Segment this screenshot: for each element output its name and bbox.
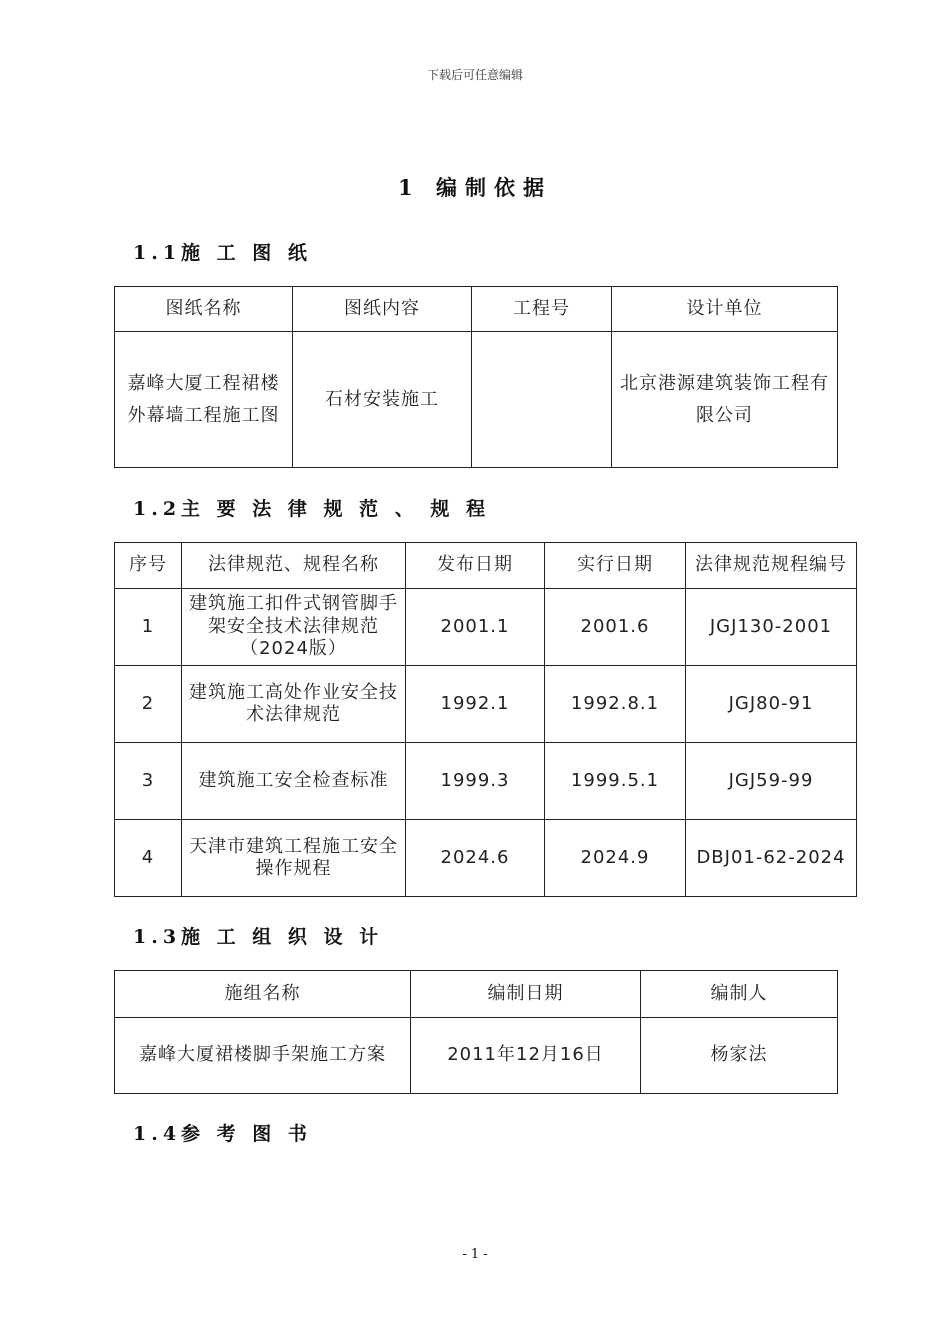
table-cell: 建筑施工扣件式钢管脚手架安全技术法律规范（2024版） — [182, 589, 406, 666]
table-cell: 2001.6 — [545, 589, 686, 666]
header-cell: 发布日期 — [406, 543, 545, 589]
table-cell: JGJ80-91 — [686, 666, 857, 743]
drawings-table — [114, 286, 838, 468]
table-row — [115, 743, 857, 820]
table-cell: 2011年12月16日 — [411, 1018, 641, 1094]
table-cell: 1 — [115, 589, 182, 666]
table-cell: 石材安装施工 — [293, 332, 472, 468]
header-cell: 编制日期 — [411, 971, 641, 1018]
table-cell: DBJ01-62-2024 — [686, 820, 857, 897]
table-header-row — [115, 543, 857, 589]
header-cell: 编制人 — [641, 971, 838, 1018]
table-header-row — [115, 287, 838, 332]
table-cell: 1992.8.1 — [545, 666, 686, 743]
table-cell: 北京港源建筑装饰工程有限公司 — [612, 332, 838, 468]
table-cell: 1992.1 — [406, 666, 545, 743]
document-title: 1 编制依据 — [398, 175, 552, 200]
table-cell: 嘉峰大厦工程裙楼外幕墙工程施工图 — [115, 332, 293, 468]
table-cell: 天津市建筑工程施工安全操作规程 — [182, 820, 406, 897]
page-number: - 1 - — [462, 1247, 488, 1262]
table-cell: 4 — [115, 820, 182, 897]
table-cell: 2001.1 — [406, 589, 545, 666]
header-cell: 图纸内容 — [293, 287, 472, 332]
header-cell: 施组名称 — [115, 971, 411, 1018]
construction-design-table — [114, 970, 838, 1094]
section-heading-regulations: 1.2主 要 法 律 规 范 、 规 程 — [133, 498, 490, 520]
header-cell: 序号 — [115, 543, 182, 589]
section-heading-drawings: 1.1施 工 图 纸 — [133, 242, 312, 264]
table-cell: 2024.9 — [545, 820, 686, 897]
regulations-table — [114, 542, 857, 897]
table-cell: 建筑施工安全检查标准 — [182, 743, 406, 820]
page-header: 下载后可任意编辑 — [426, 68, 523, 82]
table-cell: 1999.3 — [406, 743, 545, 820]
table-row — [115, 589, 857, 666]
header-cell: 工程号 — [472, 287, 612, 332]
table-cell: 1999.5.1 — [545, 743, 686, 820]
table-cell: 2 — [115, 666, 182, 743]
header-cell: 实行日期 — [545, 543, 686, 589]
table-row — [115, 820, 857, 897]
header-cell: 设计单位 — [612, 287, 838, 332]
table-cell: 2024.6 — [406, 820, 545, 897]
table-cell: 3 — [115, 743, 182, 820]
table-cell: 建筑施工高处作业安全技术法律规范 — [182, 666, 406, 743]
section-heading-construction-design: 1.3施 工 组 织 设 计 — [133, 926, 384, 948]
table-row — [115, 1018, 838, 1094]
table-header-row — [115, 971, 838, 1018]
section-heading-references: 1.4参 考 图 书 — [133, 1123, 312, 1145]
header-cell: 图纸名称 — [115, 287, 293, 332]
table-cell: 嘉峰大厦裙楼脚手架施工方案 — [115, 1018, 411, 1094]
header-cell: 法律规范、规程名称 — [182, 543, 406, 589]
table-cell: JGJ130-2001 — [686, 589, 857, 666]
table-row — [115, 332, 838, 468]
table-cell — [472, 332, 612, 468]
table-row — [115, 666, 857, 743]
table-cell: 杨家法 — [641, 1018, 838, 1094]
header-cell: 法律规范规程编号 — [686, 543, 857, 589]
table-cell: JGJ59-99 — [686, 743, 857, 820]
